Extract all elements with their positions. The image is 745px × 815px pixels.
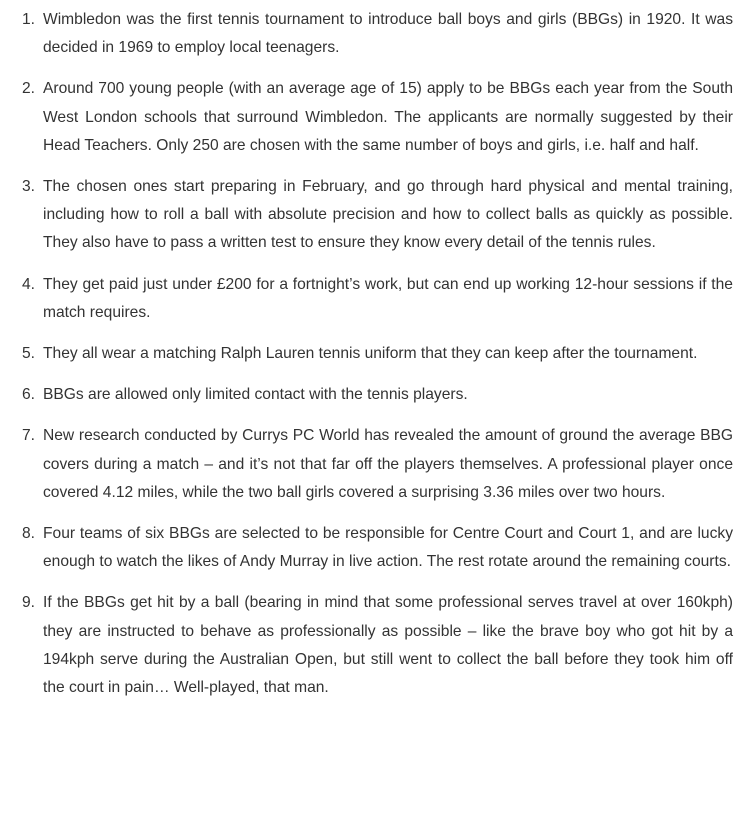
item-number: 7.: [22, 427, 36, 445]
item-number: 1.: [22, 11, 36, 28]
item-number: 4.: [22, 275, 36, 293]
item-text: They all wear a matching Ralph Lauren tennis uniform that they can keep after the tournament.: [43, 345, 698, 363]
item-text: If the BBGs get hit by a ball (bearing in mind that some professional serves travel at over 160kph) they are instructed to behave as professionally as possible – like the brave boy who got hit by a 194kph serve during the Australian Open, but still went to collect the ball before they took him off the court in pain… Well-played, that man.: [43, 594, 733, 697]
item-number: 9.: [22, 594, 36, 612]
list-item: [22, 6, 733, 62]
item-text: They get paid just under £200 for a fortnight’s work, but can end up working 12-hour sessions if the match requires.: [43, 275, 733, 321]
list-item: [22, 381, 733, 409]
list-item: [22, 173, 733, 258]
item-number: 3.: [22, 178, 36, 196]
item-text: The chosen ones start preparing in February, and go through hard physical and mental training, including how to roll a ball with absolute precision and how to collect balls as quickly as possible. They also have to pass a written test to ensure they know every detail of the tennis rules.: [43, 178, 733, 252]
item-text: Around 700 young people (with an average age of 15) apply to be BBGs each year from the South West London schools that surround Wimbledon. The applicants are normally suggested by their Head Teachers. Only 250 are chosen with the same number of boys and girls, i.e. half and half.: [43, 80, 733, 154]
item-text: BBGs are allowed only limited contact with the tennis players.: [43, 386, 468, 404]
item-number: 2.: [22, 80, 36, 98]
item-text: Four teams of six BBGs are selected to be responsible for Centre Court and Court 1, and are lucky enough to watch the likes of Andy Murray in live action. The rest rotate around the remaining courts.: [43, 525, 733, 571]
item-text: Wimbledon was the first tennis tournament to introduce ball boys and girls (BBGs) in 1920. It was decided in 1969 to employ local teenagers.: [43, 11, 733, 57]
item-text: New research conducted by Currys PC World has revealed the amount of ground the average BBG covers during a match – and it’s not that far off the players themselves. A professional player once covered 4.12 miles, while the two ball girls covered a surprising 3.36 miles over two hours.: [43, 427, 733, 501]
list-item: [22, 75, 733, 160]
item-number: 5.: [22, 345, 36, 363]
list-item: [22, 589, 733, 702]
list-item: [22, 422, 733, 507]
list-item: [22, 520, 733, 576]
item-number: 6.: [22, 386, 36, 404]
item-number: 8.: [22, 525, 36, 543]
list-item: [22, 340, 733, 368]
list-item: [22, 271, 733, 327]
